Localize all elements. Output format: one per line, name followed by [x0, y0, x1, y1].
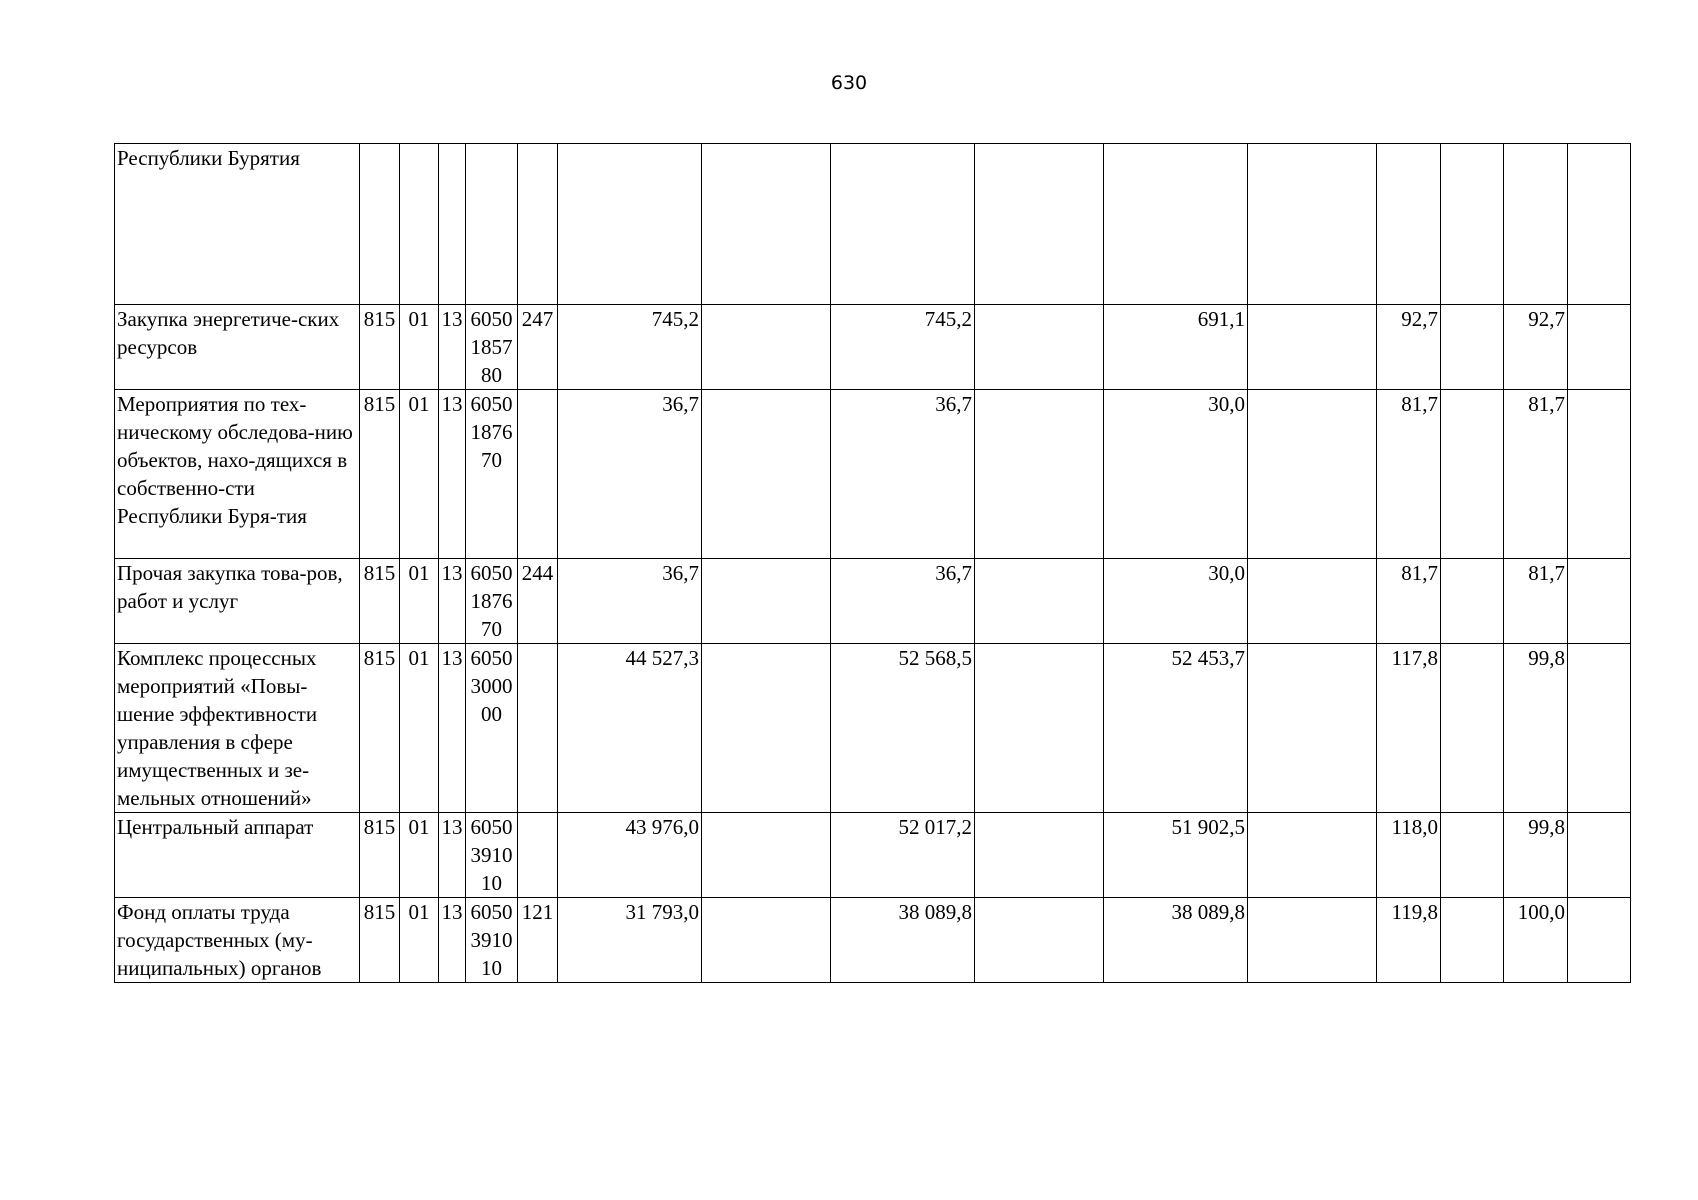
empty-cell [1568, 644, 1631, 813]
empty-cell [1248, 305, 1377, 390]
percent-refined-cell [1504, 144, 1568, 305]
empty-cell [975, 898, 1104, 983]
table-row [115, 390, 1631, 559]
percent-refined-cell: 81,7 [1504, 559, 1568, 644]
grbs-cell: 815 [360, 644, 400, 813]
empty-cell [1441, 644, 1504, 813]
rz-cell: 01 [400, 559, 439, 644]
plan-value-cell [558, 144, 702, 305]
budget-execution-table [114, 143, 1631, 983]
empty-cell [1441, 898, 1504, 983]
empty-cell [1568, 390, 1631, 559]
row-name: Прочая закупка това-ров, работ и услуг [115, 559, 360, 644]
percent-refined-cell: 99,8 [1504, 644, 1568, 813]
percent-refined-cell: 81,7 [1504, 390, 1568, 559]
pr-cell: 13 [439, 559, 466, 644]
row-name: Комплекс процессных мероприятий «Повы-шение эффективности управления в сфере имущественных и зе-мельных отношений» [115, 644, 360, 813]
vr-cell: 244 [518, 559, 558, 644]
refined-value-cell [831, 144, 975, 305]
rz-cell: 01 [400, 305, 439, 390]
vr-cell: 247 [518, 305, 558, 390]
empty-cell [1568, 813, 1631, 898]
empty-cell [1248, 898, 1377, 983]
empty-cell [975, 644, 1104, 813]
csr-cell [466, 144, 518, 305]
empty-cell [702, 898, 831, 983]
vr-cell [518, 144, 558, 305]
empty-cell [1441, 813, 1504, 898]
empty-cell [1248, 559, 1377, 644]
row-name: Фонд оплаты труда государственных (му-ниципальных) органов [115, 898, 360, 983]
actual-value-cell: 52 453,7 [1104, 644, 1248, 813]
refined-value-cell: 36,7 [831, 559, 975, 644]
plan-value-cell: 36,7 [558, 390, 702, 559]
pr-cell: 13 [439, 305, 466, 390]
percent-plan-cell: 119,8 [1377, 898, 1441, 983]
pr-cell: 13 [439, 813, 466, 898]
empty-cell [1248, 813, 1377, 898]
plan-value-cell: 44 527,3 [558, 644, 702, 813]
table-row [115, 644, 1631, 813]
percent-plan-cell [1377, 144, 1441, 305]
empty-cell [975, 390, 1104, 559]
csr-cell: 6050300000 [466, 644, 518, 813]
empty-cell [1568, 305, 1631, 390]
actual-value-cell: 51 902,5 [1104, 813, 1248, 898]
rz-cell: 01 [400, 390, 439, 559]
refined-value-cell: 52 568,5 [831, 644, 975, 813]
empty-cell [975, 813, 1104, 898]
empty-cell [702, 559, 831, 644]
grbs-cell: 815 [360, 305, 400, 390]
percent-plan-cell: 92,7 [1377, 305, 1441, 390]
empty-cell [702, 813, 831, 898]
table-row [115, 559, 1631, 644]
empty-cell [702, 390, 831, 559]
percent-plan-cell: 118,0 [1377, 813, 1441, 898]
percent-plan-cell: 81,7 [1377, 390, 1441, 559]
empty-cell [1441, 559, 1504, 644]
actual-value-cell: 691,1 [1104, 305, 1248, 390]
actual-value-cell: 30,0 [1104, 390, 1248, 559]
grbs-cell: 815 [360, 390, 400, 559]
table-row [115, 898, 1631, 983]
percent-refined-cell: 92,7 [1504, 305, 1568, 390]
vr-cell [518, 390, 558, 559]
csr-cell: 6050391010 [466, 813, 518, 898]
rz-cell: 01 [400, 813, 439, 898]
grbs-cell: 815 [360, 813, 400, 898]
refined-value-cell: 36,7 [831, 390, 975, 559]
empty-cell [702, 144, 831, 305]
rz-cell [400, 144, 439, 305]
grbs-cell [360, 144, 400, 305]
empty-cell [702, 644, 831, 813]
row-name: Республики Бурятия [115, 144, 360, 305]
row-name: Мероприятия по тех-ническому обследова-нию объектов, нахо-дящихся в собственно-сти Республики Буря-тия [115, 390, 360, 559]
pr-cell: 13 [439, 390, 466, 559]
empty-cell [1248, 144, 1377, 305]
percent-plan-cell: 81,7 [1377, 559, 1441, 644]
empty-cell [1441, 390, 1504, 559]
empty-cell [975, 305, 1104, 390]
plan-value-cell: 36,7 [558, 559, 702, 644]
row-name: Центральный аппарат [115, 813, 360, 898]
percent-refined-cell: 99,8 [1504, 813, 1568, 898]
plan-value-cell: 745,2 [558, 305, 702, 390]
empty-cell [1441, 305, 1504, 390]
csr-cell: 6050185780 [466, 305, 518, 390]
percent-plan-cell: 117,8 [1377, 644, 1441, 813]
actual-value-cell: 30,0 [1104, 559, 1248, 644]
csr-cell: 6050187670 [466, 390, 518, 559]
empty-cell [1248, 644, 1377, 813]
empty-cell [1441, 144, 1504, 305]
actual-value-cell: 38 089,8 [1104, 898, 1248, 983]
pr-cell: 13 [439, 898, 466, 983]
rz-cell: 01 [400, 898, 439, 983]
empty-cell [1568, 898, 1631, 983]
table-row [115, 144, 1631, 305]
plan-value-cell: 31 793,0 [558, 898, 702, 983]
page-number: 630 [830, 72, 868, 94]
empty-cell [975, 559, 1104, 644]
table-row [115, 305, 1631, 390]
actual-value-cell [1104, 144, 1248, 305]
refined-value-cell: 38 089,8 [831, 898, 975, 983]
csr-cell: 6050391010 [466, 898, 518, 983]
empty-cell [702, 305, 831, 390]
empty-cell [1568, 559, 1631, 644]
pr-cell [439, 144, 466, 305]
percent-refined-cell: 100,0 [1504, 898, 1568, 983]
empty-cell [1568, 144, 1631, 305]
csr-cell: 6050187670 [466, 559, 518, 644]
vr-cell [518, 813, 558, 898]
row-name: Закупка энергетиче-ских ресурсов [115, 305, 360, 390]
grbs-cell: 815 [360, 898, 400, 983]
grbs-cell: 815 [360, 559, 400, 644]
rz-cell: 01 [400, 644, 439, 813]
vr-cell [518, 644, 558, 813]
empty-cell [975, 144, 1104, 305]
table-row [115, 813, 1631, 898]
refined-value-cell: 52 017,2 [831, 813, 975, 898]
vr-cell: 121 [518, 898, 558, 983]
pr-cell: 13 [439, 644, 466, 813]
empty-cell [1248, 390, 1377, 559]
plan-value-cell: 43 976,0 [558, 813, 702, 898]
refined-value-cell: 745,2 [831, 305, 975, 390]
